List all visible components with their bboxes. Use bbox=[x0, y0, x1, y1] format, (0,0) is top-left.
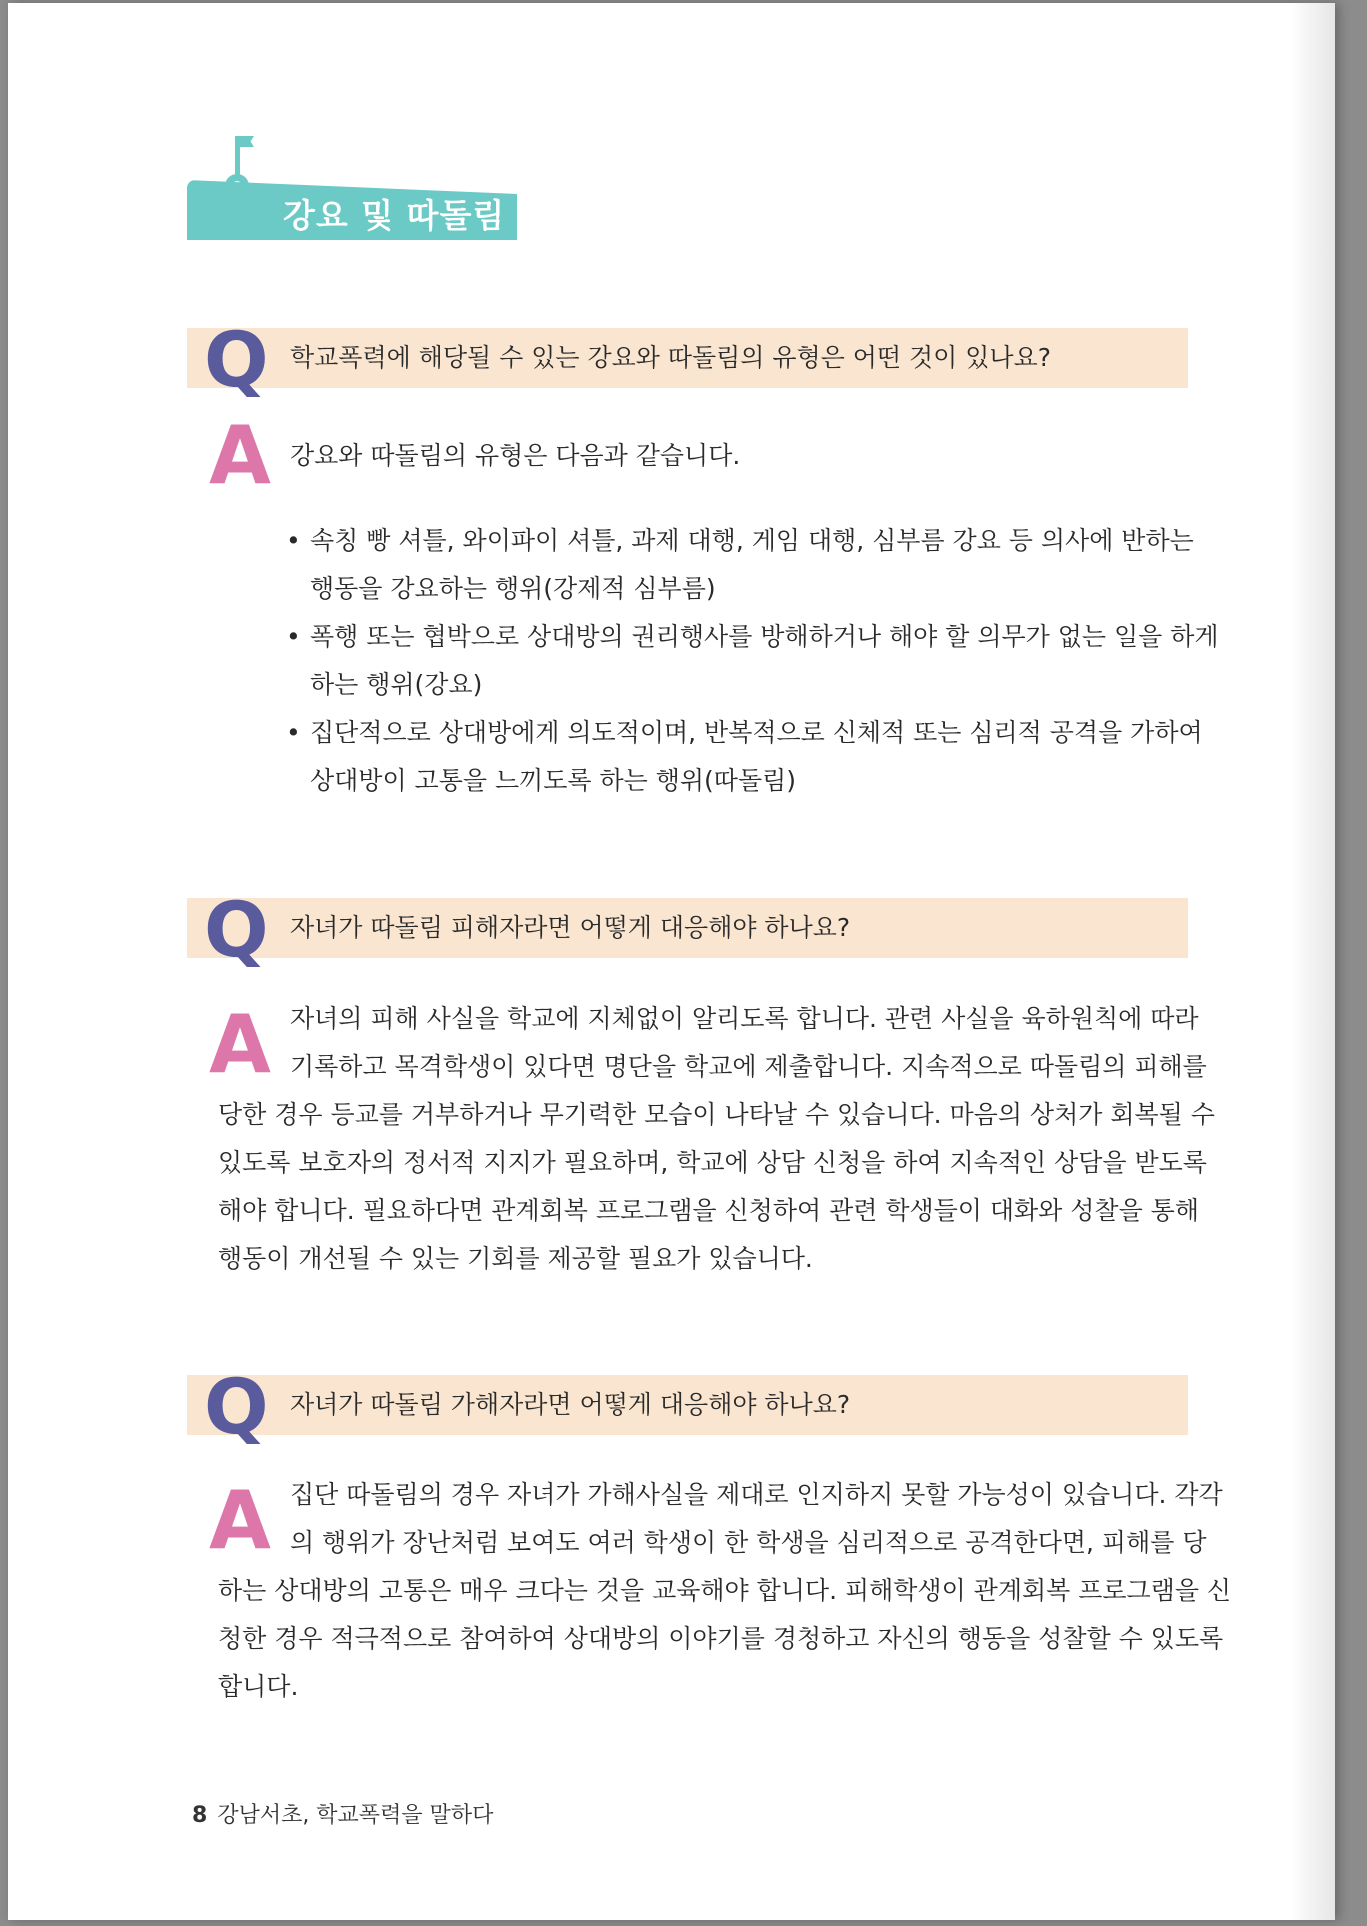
a-letter: A bbox=[209, 998, 271, 1091]
flag-icon bbox=[240, 136, 254, 147]
answer-line: 기록하고 목격학생이 있다면 명단을 학교에 제출합니다. 지속적으로 따돌림의 피해를 bbox=[290, 1052, 1207, 1081]
answer-line: 행동이 개선될 수 있는 기회를 제공할 필요가 있습니다. bbox=[218, 1244, 813, 1273]
question-bar-2 bbox=[187, 885, 1188, 974]
list-item bbox=[286, 613, 1219, 709]
question-text-1: 학교폭력에 해당될 수 있는 강요와 따돌림의 유형은 어떤 것이 있나요? bbox=[290, 343, 1051, 372]
answer-line: 있도록 보호자의 정서적 지지가 필요하며, 학교에 상담 신청을 하여 지속적인 상담을 받도록 bbox=[218, 1148, 1207, 1177]
list-item bbox=[286, 709, 1203, 805]
list-item-line: 하는 행위(강요) bbox=[310, 670, 483, 699]
list-item-line: 상대방이 고통을 느끼도록 하는 행위(따돌림) bbox=[310, 766, 796, 795]
bullet-icon: • bbox=[286, 718, 301, 747]
list-item-line: 행동을 강요하는 행위(강제적 심부름) bbox=[310, 574, 716, 603]
answer-paragraph-2 bbox=[218, 995, 1215, 1283]
answer-line: 하는 상대방의 고통은 매우 크다는 것을 교육해야 합니다. 피해학생이 관계회복 프로그램을 신 bbox=[218, 1576, 1232, 1605]
question-bar-3 bbox=[187, 1362, 1188, 1451]
bullet-icon: • bbox=[286, 622, 301, 651]
answer-paragraph-3 bbox=[218, 1471, 1232, 1711]
answer-line: 집단 따돌림의 경우 자녀가 가해사실을 제대로 인지하지 못할 가능성이 있습니다. 각각 bbox=[290, 1480, 1223, 1509]
book-title: 강남서초, 학교폭력을 말하다 bbox=[217, 1803, 494, 1828]
list-item-line: 속칭 빵 셔틀, 와이파이 셔틀, 과제 대행, 게임 대행, 심부름 강요 등 의사에 반하는 bbox=[310, 526, 1194, 555]
answer-line: 해야 합니다. 필요하다면 관계회복 프로그램을 신청하여 관련 학생들이 대화와 성찰을 통해 bbox=[218, 1196, 1199, 1225]
bullet-icon: • bbox=[286, 526, 301, 555]
question-text-3: 자녀가 따돌림 가해자라면 어떻게 대응해야 하나요? bbox=[290, 1390, 851, 1419]
document-page bbox=[8, 3, 1335, 1920]
q-letter: Q bbox=[204, 1362, 269, 1451]
page-footer bbox=[192, 1798, 493, 1829]
page-number: 8 bbox=[192, 1803, 208, 1828]
answer-line: 청한 경우 적극적으로 참여하여 상대방의 이야기를 경청하고 자신의 행동을 성찰할 수 있도록 bbox=[218, 1624, 1224, 1653]
answer-line: 의 행위가 장난처럼 보여도 여러 학생이 한 학생을 심리적으로 공격한다면, 피해를 당 bbox=[290, 1528, 1207, 1557]
list-item-line: 집단적으로 상대방에게 의도적이며, 반복적으로 신체적 또는 심리적 공격을 가하여 bbox=[310, 718, 1203, 747]
answer-lead-1: 강요와 따돌림의 유형은 다음과 같습니다. bbox=[290, 441, 741, 470]
list-item bbox=[286, 517, 1196, 613]
page-spine-shadow bbox=[1291, 3, 1335, 1920]
q-letter: Q bbox=[204, 315, 269, 404]
answer-line: 당한 경우 등교를 거부하거나 무기력한 모습이 나타날 수 있습니다. 마음의 상처가 회복될 수 bbox=[218, 1100, 1215, 1129]
a-letter: A bbox=[209, 1474, 271, 1567]
question-bar-1 bbox=[187, 315, 1188, 404]
a-letter: A bbox=[209, 409, 271, 502]
answer-line: 자녀의 피해 사실을 학교에 지체없이 알리도록 합니다. 관련 사실을 육하원칙에 따라 bbox=[290, 1004, 1199, 1033]
list-item-line: 폭행 또는 협박으로 상대방의 권리행사를 방해하거나 해야 할 의무가 없는 일을 하게 bbox=[310, 622, 1219, 651]
q-letter: Q bbox=[204, 885, 269, 974]
question-text-2: 자녀가 따돌림 피해자라면 어떻게 대응해야 하나요? bbox=[290, 913, 851, 942]
answer-line: 합니다. bbox=[218, 1672, 299, 1701]
section-title: 강요 및 따돌림 bbox=[283, 196, 506, 235]
answer-bullet-list-1 bbox=[286, 517, 1219, 805]
section-header bbox=[187, 132, 523, 240]
